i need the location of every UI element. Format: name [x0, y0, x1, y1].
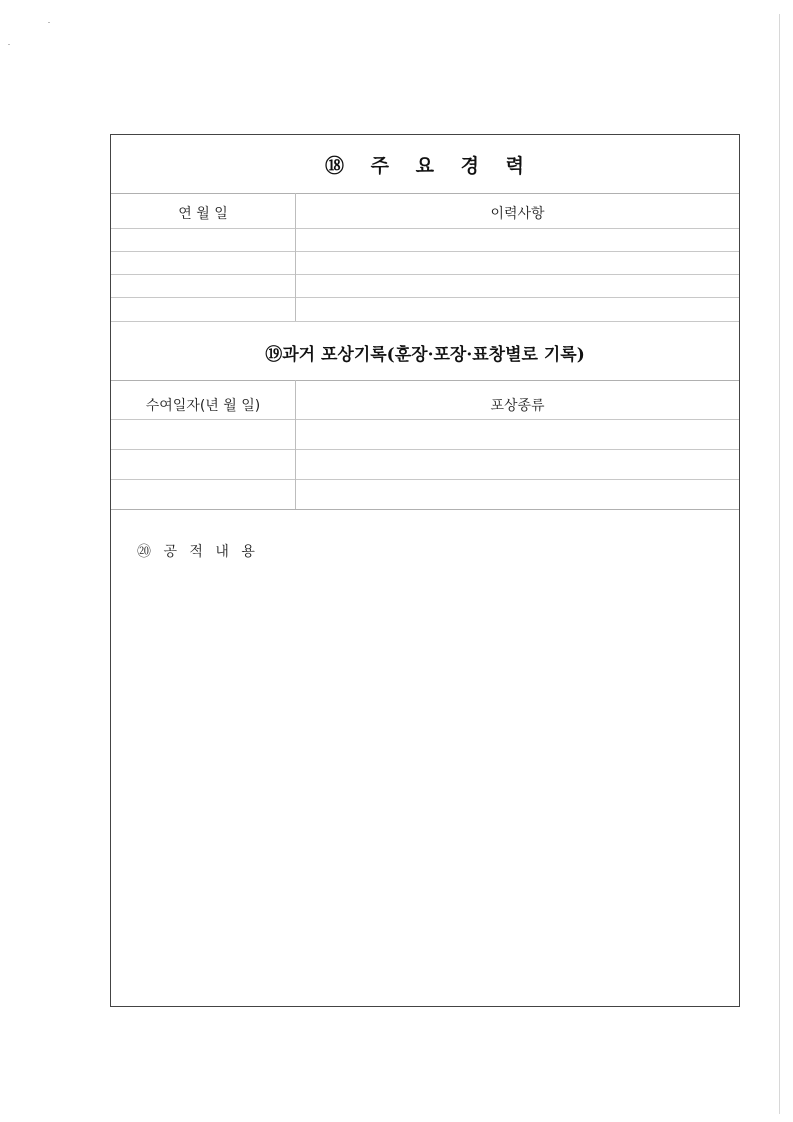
career-header-top-line	[111, 193, 739, 194]
form-frame	[110, 134, 740, 1007]
awards-row-line	[111, 419, 739, 420]
career-column-divider	[295, 193, 296, 321]
awards-header-top-line	[111, 380, 739, 381]
awards-row-line	[111, 479, 739, 480]
awards-col-date-header: 수여일자(년 월 일)	[145, 398, 261, 414]
career-section-title: ⑱ 주 요 경 력	[325, 155, 525, 177]
awards-bottom-line	[111, 509, 739, 510]
awards-section-title: ⑲과거 포상기록(훈장·포장·표창별로 기록)	[265, 345, 585, 365]
career-row-line	[111, 274, 739, 275]
merit-section-title: ⑳ 공 적 내 용	[137, 544, 256, 560]
career-col-date-header: 연 월 일	[178, 206, 228, 222]
page-edge-line	[779, 14, 780, 1114]
scan-speck	[8, 44, 10, 45]
awards-column-divider	[295, 380, 296, 509]
awards-row-line	[111, 449, 739, 450]
career-col-history-header: 이력사항	[490, 206, 545, 222]
career-row-line	[111, 228, 739, 229]
scan-speck	[48, 22, 50, 23]
career-row-line	[111, 321, 739, 322]
career-row-line	[111, 251, 739, 252]
awards-col-type-header: 포상종류	[490, 398, 545, 414]
career-row-line	[111, 297, 739, 298]
